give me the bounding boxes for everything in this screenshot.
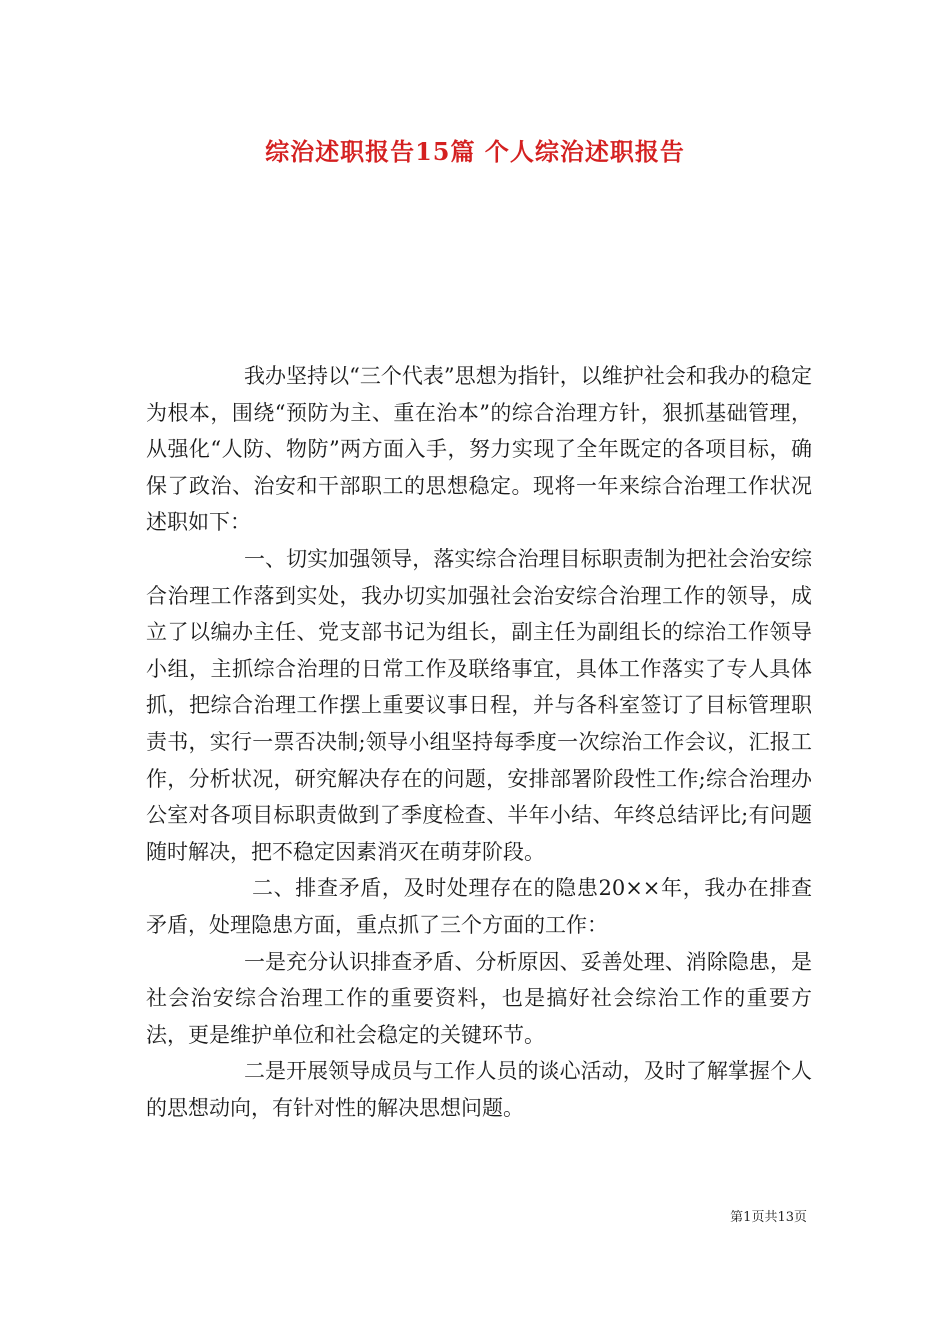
document-body <box>146 358 812 1126</box>
paragraph-section-one: 一、切实加强领导，落实综合治理目标职责制为把社会治安综合治理工作落到实处，我办切实加强社会治安综合治理工作的领导，成立了以编办主任、党支部书记为组长，副主任为副组长的综治工作领导小组，主抓综合治理的日常工作及联络事宜，具体工作落实了专人具体抓，把综合治理工作摆上重要议事日程，并与各科室签订了目标管理职责书，实行一票否决制;领导小组坚持每季度一次综治工作会议，汇报工作，分析状况，研究解决存在的问题，安排部署阶段性工作;综合治理办公室对各项目标职责做到了季度检查、半年小结、年终总结评比;有问题随时解决，把不稳定因素消灭在萌芽阶段。 <box>146 546 812 864</box>
paragraph-intro: 我办坚持以“三个代表”思想为指针，以维护社会和我办的稳定为根本，围绕“预防为主、重在治本”的综合治理方针，狠抓基础管理，从强化“人防、物防”两方面入手，努力实现了全年既定的各项目标，确保了政治、治安和干部职工的思想稳定。现将一年来综合治理工作状况述职如下： <box>146 364 812 535</box>
paragraph-point-one: 一是充分认识排查矛盾、分析原因、妥善处理、消除隐患，是社会治安综合治理工作的重要资料，也是搞好社会综治工作的重要方法，更是维护单位和社会稳定的关键环节。 <box>146 949 812 1047</box>
page-number-footer: 第1页共13页 <box>730 1210 807 1225</box>
document-title: 综治述职报告15篇 个人综治述职报告 <box>265 137 685 166</box>
paragraph-section-two: 二、排查矛盾，及时处理存在的隐患20××年，我办在排查矛盾，处理隐患方面，重点抓了三个方面的工作： <box>146 876 812 937</box>
paragraph-point-two: 二是开展领导成员与工作人员的谈心活动，及时了解掌握个人的思想动向，有针对性的解决思想问题。 <box>146 1059 812 1120</box>
